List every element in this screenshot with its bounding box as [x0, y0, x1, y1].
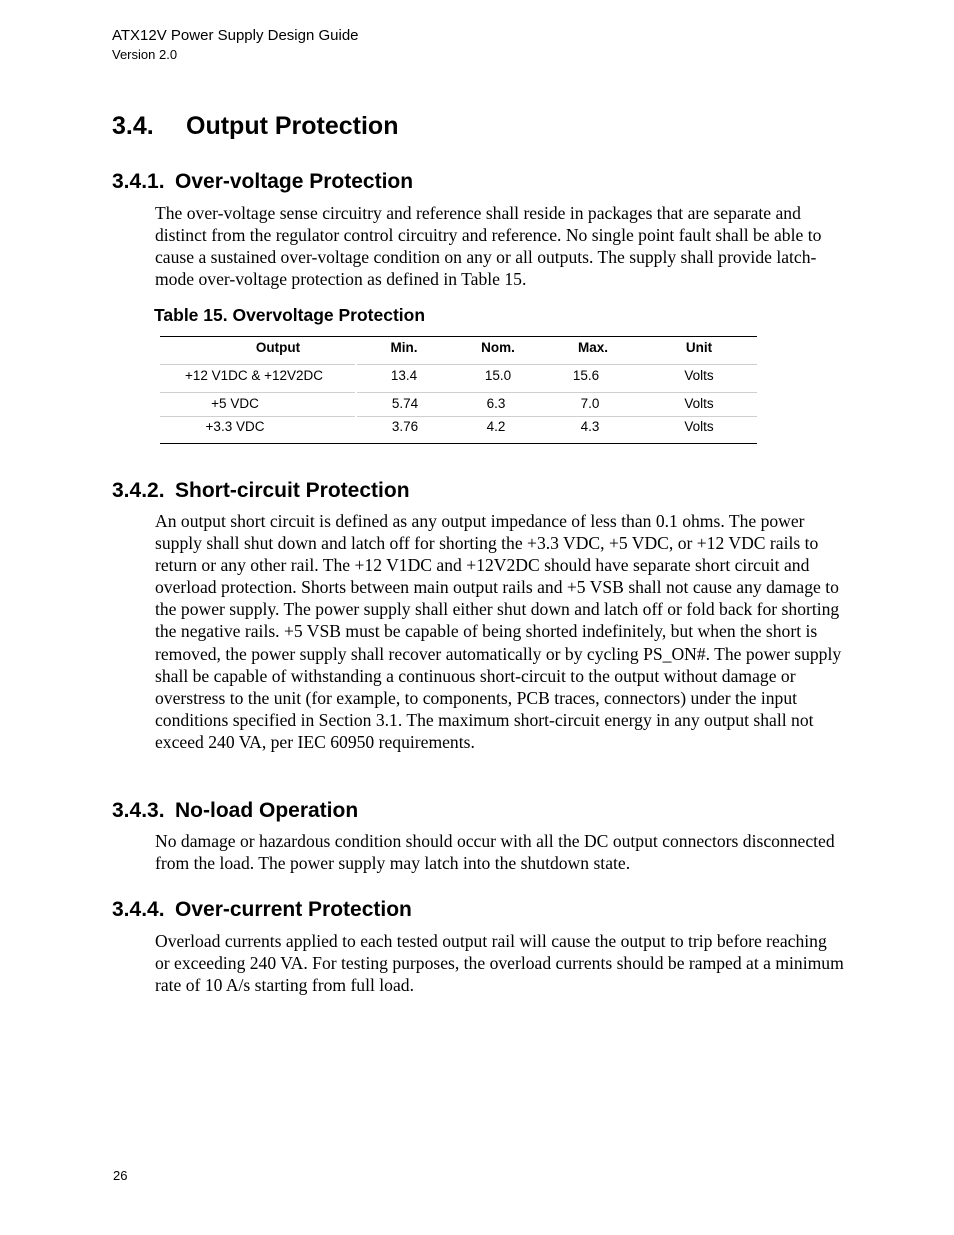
- table-row-divider: [357, 416, 757, 417]
- page-number: 26: [113, 1168, 128, 1183]
- table-cell: 15.6: [572, 368, 600, 383]
- document-title: ATX12V Power Supply Design Guide: [112, 27, 359, 44]
- subsection-number: 3.4.1.: [112, 170, 165, 193]
- subsection-title: Short-circuit Protection: [175, 479, 410, 502]
- table-cell: +3.3 VDC: [205, 419, 265, 434]
- table-caption: Table 15. Overvoltage Protection: [154, 305, 426, 325]
- subsection-heading: [112, 799, 358, 823]
- table-cell: 3.76: [391, 419, 419, 434]
- subsection-number: 3.4.3.: [112, 799, 165, 822]
- subsection-heading: [112, 170, 413, 194]
- table-cell: 4.3: [580, 419, 600, 434]
- table-cell: 7.0: [580, 396, 600, 411]
- body-paragraph: The over-voltage sense circuitry and reference shall reside in packages that are separate and distinct from the regulator control circuitry and reference. No single point fault shall be able to cause a sustained over-voltage condition on any or all outputs. The supply shall provide latch-mode over-voltage protection as defined in Table 15.: [155, 203, 822, 290]
- table-cell: 5.74: [391, 396, 419, 411]
- table-header-cell: Nom.: [481, 340, 515, 355]
- subsection-title: Over-current Protection: [175, 898, 412, 921]
- section-heading: [112, 112, 398, 141]
- section-title: Output Protection: [186, 112, 399, 140]
- table-cell: 15.0: [484, 368, 512, 383]
- table-cell: 4.2: [486, 419, 506, 434]
- subsection-title: Over-voltage Protection: [175, 170, 414, 193]
- table-row-divider: [357, 364, 757, 365]
- table-cell: Volts: [684, 368, 714, 383]
- table-row-divider: [160, 416, 355, 417]
- table-row-divider: [357, 392, 757, 393]
- body-paragraph: No damage or hazardous condition should occur with all the DC output connectors disconnected from the load. The power supply may latch into the shutdown state.: [155, 831, 835, 874]
- table-header-cell: Unit: [685, 340, 713, 355]
- body-paragraph: An output short circuit is defined as any output impedance of less than 0.1 ohms. The power supply shall shut down and latch off for shorting the +3.3 VDC, +5 VDC, or +12 VDC rails to return or any other rail. The +12 V1DC and +12V2DC should have separate short circuit and overload protection. Shorts between main output rails and +5 VSB shall not cause any damage to the power supply. The power supply shall either shut down and latch off or fold back for shorting the negative rails. +5 VSB must be capable of being shorted indefinitely, but when the short is removed, the power supply shall recover automatically or by cycling PS_ON#. The power supply shall be capable of withstanding a continuous short-circuit to the output without damage or overstress to the unit (for example, to components, PCB traces, connectors) under the input conditions specified in Section 3.1. The maximum short-circuit energy in any output shall not exceed 240 VA, per IEC 60950 requirements.: [155, 511, 842, 752]
- subsection-title: No-load Operation: [175, 799, 359, 822]
- table-header-cell: Max.: [577, 340, 609, 355]
- subsection-heading: [112, 479, 410, 503]
- subsection-number: 3.4.4.: [112, 898, 165, 921]
- table-cell: +12 V1DC & +12V2DC: [184, 368, 324, 383]
- table-row-divider: [160, 364, 355, 365]
- table-top-rule: [160, 336, 757, 337]
- subsection-number: 3.4.2.: [112, 479, 165, 502]
- table-row-divider: [160, 392, 355, 393]
- table-cell: 6.3: [486, 396, 506, 411]
- document-version: Version 2.0: [112, 47, 178, 62]
- table-bottom-rule: [160, 443, 757, 444]
- subsection-heading: [112, 898, 412, 922]
- body-paragraph: Overload currents applied to each tested output rail will cause the output to trip before reaching or exceeding 240 VA. For testing purposes, the overload currents should be ramped at a minimum rate of 10 A/s starting from full load.: [155, 931, 844, 996]
- overvoltage-table: [160, 336, 757, 444]
- table-cell: +5 VDC: [211, 396, 259, 411]
- table-header-cell: Output: [255, 340, 301, 355]
- table-cell: Volts: [684, 419, 714, 434]
- section-number: 3.4.: [112, 112, 154, 140]
- table-cell: 13.4: [390, 368, 418, 383]
- table-cell: Volts: [684, 396, 714, 411]
- table-header-cell: Min.: [390, 340, 418, 355]
